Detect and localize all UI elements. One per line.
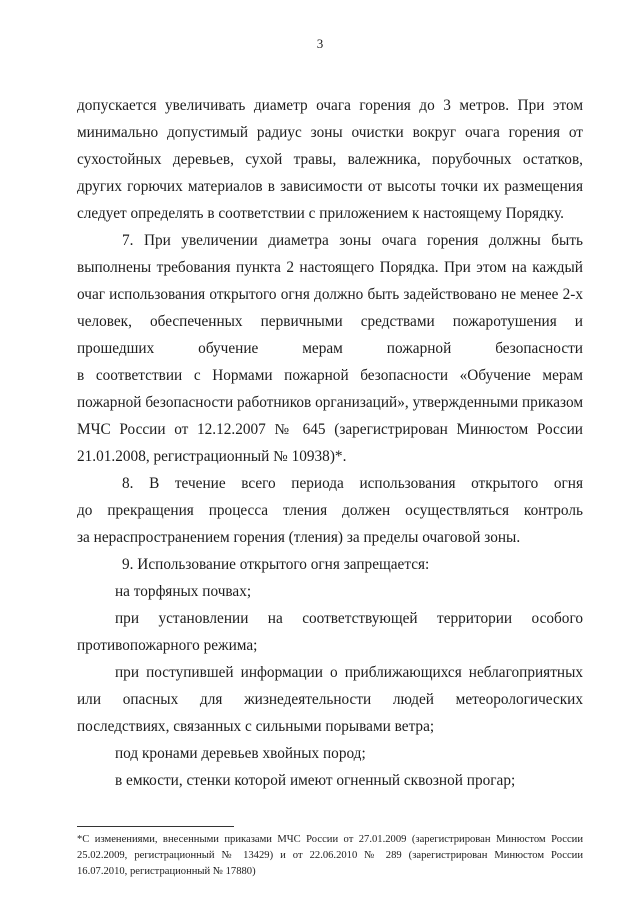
body-line: или опасных для жизнедеятельности людей метеорологических: [77, 691, 583, 708]
body-line: в соответствии с Нормами пожарной безопасности «Обучение мерам: [77, 367, 583, 384]
body-line: до прекращения процесса тления должен осуществляться контроль: [77, 502, 583, 519]
body-line: очаг использования открытого огня должно быть задействовано не менее 2-х: [77, 286, 583, 303]
item-7-first-line: 7. При увеличении диаметра зоны очага горения должны быть: [122, 232, 583, 249]
body-line: МЧС России от 12.12.2007 № 645 (зарегистрирован Минюстом России: [77, 421, 583, 438]
list-line: под кронами деревьев хвойных пород;: [115, 745, 366, 762]
body-line: сухостойных деревьев, сухой травы, валежника, порубочных остатков,: [77, 151, 583, 168]
footnote-divider: [77, 826, 234, 827]
list-line: на торфяных почвах;: [115, 583, 252, 600]
body-line: допускается увеличивать диаметр очага горения до 3 метров. При этом: [77, 97, 583, 114]
page-number: 3: [316, 36, 324, 51]
body-line: противопожарного режима;: [77, 637, 258, 654]
body-line: за нераспространением горения (тления) за пределы очаговой зоны.: [77, 529, 521, 546]
body-line: выполнены требования пункта 2 настоящего Порядка. При этом на каждый: [77, 259, 583, 276]
body-line: следует определять в соответствии с приложением к настоящему Порядку.: [77, 205, 564, 222]
body-line: последствиях, связанных с сильными порывами ветра;: [77, 718, 435, 735]
body-line: пожарной безопасности работников организаций», утвержденными приказом: [77, 394, 583, 411]
footnote-line: *С изменениями, внесенными приказами МЧС России от 27.01.2009 (зарегистрирован Минюстом России: [77, 834, 583, 845]
body-line: прошедших обучение мерам пожарной безопасности: [77, 340, 583, 357]
list-line: при установлении на соответствующей территории особого: [115, 610, 583, 627]
list-line: в емкости, стенки которой имеют огненный сквозной прогар;: [115, 772, 516, 789]
item-8-first-line: 8. В течение всего периода использования открытого огня: [122, 475, 583, 492]
body-line: 21.01.2008, регистрационный № 10938)*.: [77, 448, 347, 465]
footnote-line: 16.07.2010, регистрационный № 17880): [77, 866, 256, 877]
body-line: других горючих материалов в зависимости от высоты точки их размещения: [77, 178, 583, 195]
body-line: минимально допустимый радиус зоны очистки вокруг очага горения от: [77, 124, 583, 141]
body-line: человек, обеспеченных первичными средствами пожаротушения и: [77, 313, 583, 330]
footnote-line: 25.02.2009, регистрационный № 13429) и от 22.06.2010 № 289 (зарегистрирован Минюстом России: [77, 850, 583, 861]
item-9-first-line: 9. Использование открытого огня запрещается:: [122, 556, 430, 573]
list-line: при поступившей информации о приближающихся неблагоприятных: [115, 664, 583, 681]
